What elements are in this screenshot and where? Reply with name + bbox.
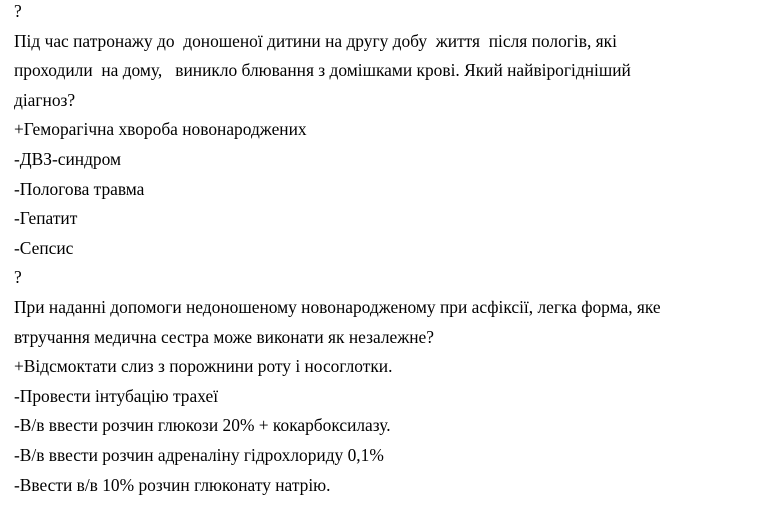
question-2-answer-3: -В/в ввести розчин глюкози 20% + кокарбоксилазу.	[14, 415, 391, 436]
question-2-answer-4: -В/в ввести розчин адреналіну гідрохлориду 0,1%	[14, 444, 384, 465]
question-2-answer-2: -Провести інтубацію трахеї	[14, 385, 219, 406]
question-1-text-line-1: Під час патронажу до доношеної дитини на другу добу життя після пологів, які	[14, 30, 617, 51]
question-2-marker: ?	[14, 267, 22, 288]
question-1-marker: ?	[14, 1, 22, 21]
question-1-answer-5: -Сепсис	[14, 237, 74, 258]
question-2-text-line-2: втручання медична сестра може виконати як незалежне?	[14, 326, 434, 347]
question-2-answer-1: +Відсмоктати слиз з порожнини роту і носоглотки.	[14, 356, 393, 377]
question-2-answer-5: -Ввести в/в 10% розчин глюконату натрію.	[14, 474, 331, 495]
question-1-answer-3: -Пологова травма	[14, 178, 145, 199]
question-1-answer-4: -Гепатит	[14, 208, 78, 229]
question-1-answer-2: -ДВЗ-синдром	[14, 148, 122, 169]
question-1-answer-1: +Геморагічна хвороба новонароджених	[14, 119, 307, 140]
question-1-text-line-3: діагноз?	[14, 89, 76, 110]
document-body	[14, 0, 762, 500]
question-1-text-line-2: проходили на дому, виникло блювання з домішками крові. Який найвірогідніший	[14, 60, 631, 81]
question-2-text-line-1: При наданні допомоги недоношеному новонародженому при асфіксії, легка форма, яке	[14, 296, 661, 317]
